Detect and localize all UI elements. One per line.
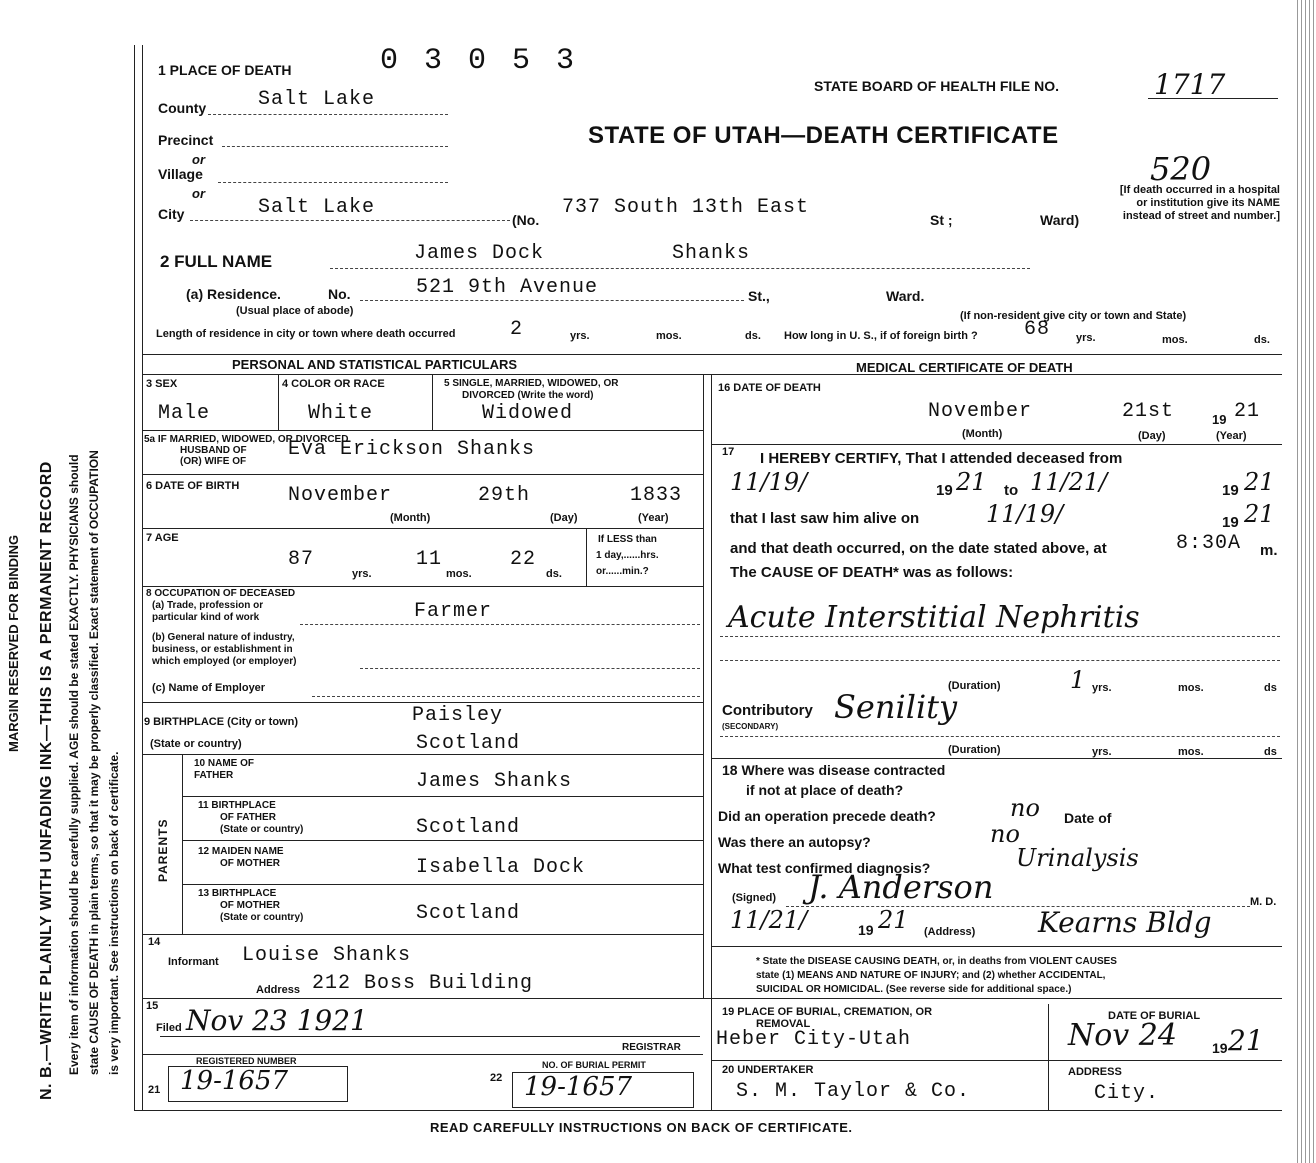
death-year-caption: (Year): [1216, 430, 1247, 442]
duration-mos-label-2: mos.: [1178, 746, 1204, 758]
handwritten-number: 520: [1150, 150, 1212, 188]
burial-year: 21: [1228, 1024, 1264, 1057]
color-value: White: [308, 402, 374, 425]
us-residence-value: 68: [1024, 318, 1051, 341]
dob-day: 29th: [478, 484, 531, 507]
certify-text: I HEREBY CERTIFY, That I attended deceased from: [760, 450, 1123, 467]
contributory-cause: Senility: [834, 688, 958, 726]
serial-number: 0 3 0 5 3: [380, 44, 579, 78]
personal-heading: PERSONAL AND STATISTICAL PARTICULARS: [232, 357, 518, 372]
death-time-label: and that death occurred, on the date stated above, at: [730, 540, 1107, 557]
spouse-value: Eva Erickson Shanks: [288, 438, 536, 461]
informant-name: Louise Shanks: [242, 944, 412, 967]
age-yrs-caption: yrs.: [352, 568, 372, 580]
birthplace-city: Paisley: [412, 704, 504, 727]
occupation-b-1: (b) General nature of industry,: [152, 632, 295, 643]
age-months: 11: [416, 548, 443, 571]
sex-label: 3 SEX: [146, 378, 178, 390]
registered-number-prefix: 21: [148, 1084, 161, 1096]
occupation-a-2: particular kind of work: [152, 612, 260, 623]
residence-value: 521 9th Avenue: [416, 276, 599, 299]
spouse-label-1: 5a IF MARRIED, WIDOWED, OR DIVORCED: [144, 434, 349, 445]
precinct-label: Precinct: [158, 132, 214, 148]
physician-signature: J. Anderson: [808, 868, 994, 906]
ds-label-2: ds.: [1254, 334, 1270, 346]
to-label: to: [1004, 482, 1019, 499]
sex-value: Male: [158, 402, 211, 425]
last-saw-year: 21: [1244, 500, 1275, 528]
date-of-death-label: 16 DATE OF DEATH: [718, 382, 821, 394]
duration-label-1: (Duration): [948, 680, 1001, 692]
medical-heading: MEDICAL CERTIFICATE OF DEATH: [856, 360, 1073, 375]
city-value: Salt Lake: [258, 196, 376, 219]
father-birthplace-label-2: OF FATHER: [220, 812, 276, 823]
parents-label: PARENTS: [156, 818, 170, 882]
ds-label-1: ds.: [745, 330, 761, 342]
undertaker-name: S. M. Taylor & Co.: [736, 1080, 971, 1103]
frame-bottom: [134, 1110, 1282, 1111]
usual-abode-label: (Usual place of abode): [236, 305, 354, 317]
county-value: Salt Lake: [258, 88, 376, 111]
residence-label: (a) Residence.: [186, 286, 281, 302]
residence-ward-label: Ward.: [886, 288, 925, 304]
file-number: 1717: [1154, 68, 1226, 101]
signed-nineteen: 19: [858, 922, 874, 938]
length-residence-label: Length of residence in city or town where death occurred: [156, 328, 456, 340]
registrar-label: REGISTRAR: [622, 1042, 681, 1053]
less-than-2: 1 day,......hrs.: [596, 550, 659, 561]
occupation-label: 8 OCCUPATION OF DECEASED: [146, 588, 296, 599]
nineteen-2: 19: [1222, 482, 1239, 499]
filed-number: 15: [146, 1000, 159, 1012]
margin-binding-note: MARGIN RESERVED FOR BINDING: [6, 534, 21, 752]
non-resident-label: (If non-resident give city or town and State): [960, 310, 1187, 322]
birthplace-state-label: (State or country): [150, 738, 242, 750]
father-birthplace-label-3: (State or country): [220, 824, 304, 835]
age-ds-caption: ds.: [546, 568, 562, 580]
mother-birthplace: Scotland: [416, 902, 521, 925]
mother-label-1: 12 MAIDEN NAME: [198, 846, 284, 857]
death-month: November: [928, 400, 1033, 423]
secondary-label: (SECONDARY): [722, 722, 779, 731]
duration-ds-label-1: ds: [1264, 682, 1277, 694]
contracted-label-2: if not at place of death?: [746, 782, 904, 798]
duration-yrs-label-1: yrs.: [1092, 682, 1112, 694]
mother-birthplace-label-3: (State or country): [220, 912, 304, 923]
death-day-caption: (Day): [1138, 430, 1166, 442]
occupation-value: Farmer: [414, 600, 493, 623]
test-value: Urinalysis: [1016, 844, 1139, 872]
father-label-1: 10 NAME OF: [194, 758, 255, 769]
death-time: 8:30A: [1176, 532, 1242, 555]
death-street-address: 737 South 13th East: [562, 196, 810, 219]
frame-inner-left: [142, 45, 143, 1110]
footnote-1: * State the DISEASE CAUSING DEATH, or, in deaths from VIOLENT CAUSES: [756, 956, 1117, 967]
mother-birthplace-label-2: OF MOTHER: [220, 900, 280, 911]
burial-label-1: 19 PLACE OF BURIAL, CREMATION, OR: [722, 1006, 933, 1018]
test-label: What test confirmed diagnosis?: [718, 860, 931, 876]
marital-value: Widowed: [482, 402, 574, 425]
mos-label-1: mos.: [656, 330, 682, 342]
undertaker-label: 20 UNDERTAKER: [722, 1064, 814, 1076]
burial-permit-label: NO. OF BURIAL PERMIT: [542, 1060, 646, 1070]
column-divider: [703, 374, 704, 998]
registered-number: 19-1657: [180, 1066, 289, 1096]
file-number-label: STATE BOARD OF HEALTH FILE NO.: [814, 78, 1059, 94]
signed-address-label: (Address): [924, 926, 976, 938]
residence-no-label: No.: [328, 286, 351, 302]
signed-label: (Signed): [732, 892, 776, 904]
father-birthplace: Scotland: [416, 816, 521, 839]
less-than-1: If LESS than: [598, 534, 657, 545]
dob-label: 6 DATE OF BIRTH: [146, 480, 240, 492]
margin-warning: N. B.—WRITE PLAINLY WITH UNFADING INK—THIS IS A PERMANENT RECORD: [38, 461, 55, 1100]
residence-st-label: St.,: [748, 288, 770, 304]
burial-place: Heber City-Utah: [716, 1028, 912, 1051]
occupation-b-2: business, or establishment in: [152, 644, 293, 655]
dob-month-caption: (Month): [390, 512, 431, 524]
mother-birthplace-label-1: 13 BIRTHPLACE: [198, 888, 277, 899]
duration-label-2: (Duration): [948, 744, 1001, 756]
length-residence-value: 2: [510, 318, 524, 341]
attended-from: 11/19/: [730, 468, 808, 496]
spouse-label-2: HUSBAND OF: [180, 445, 247, 456]
margin-note-2: state CAUSE OF DEATH in plain terms, so that it may be properly classified. Exact statement of OCCUPATION: [87, 450, 101, 1075]
undertaker-address: City.: [1094, 1082, 1160, 1105]
father-name: James Shanks: [416, 770, 573, 793]
duration-yrs-label-2: yrs.: [1092, 746, 1112, 758]
footnote-3: SUICIDAL OR HOMICIDAL. (See reverse side for additional space.): [756, 984, 1072, 995]
duration-ds-label-2: ds: [1264, 746, 1277, 758]
employer-label: (c) Name of Employer: [152, 682, 266, 694]
burial-label-2: REMOVAL: [756, 1018, 811, 1030]
cause-label: The CAUSE OF DEATH* was as follows:: [730, 564, 1014, 581]
yrs-label-2: yrs.: [1076, 332, 1096, 344]
death-month-caption: (Month): [962, 428, 1003, 440]
place-of-death-label: 1 PLACE OF DEATH: [158, 62, 292, 78]
certify-number: 17: [722, 446, 735, 458]
last-saw-date: 11/19/: [986, 500, 1064, 528]
autopsy-value: no: [990, 820, 1020, 848]
operation-date-label: Date of: [1064, 810, 1112, 826]
informant-number: 14: [148, 936, 161, 948]
informant-address-label: Address: [256, 984, 301, 996]
burial-date-label: DATE OF BURIAL: [1108, 1010, 1201, 1022]
cause-of-death: Acute Interstitial Nephritis: [728, 600, 1140, 635]
marital-label-2: DIVORCED (Write the word): [462, 390, 594, 401]
city-label: City: [158, 206, 185, 222]
nineteen-1: 19: [936, 482, 953, 499]
burial-permit-prefix: 22: [490, 1072, 503, 1084]
or-label-2: or: [192, 186, 205, 201]
county-label: County: [158, 100, 207, 116]
mother-name: Isabella Dock: [416, 856, 586, 879]
operation-label: Did an operation precede death?: [718, 808, 936, 824]
yrs-label-1: yrs.: [570, 330, 590, 342]
father-label-2: FATHER: [194, 770, 234, 781]
village-label: Village: [158, 166, 203, 182]
duration-years: 1: [1070, 666, 1086, 694]
st-label: St ;: [930, 212, 953, 228]
filed-label: Filed: [156, 1022, 182, 1034]
nineteen-3: 19: [1222, 514, 1239, 531]
last-name: Shanks: [672, 242, 751, 265]
marital-label-1: 5 SINGLE, MARRIED, WIDOWED, OR: [444, 378, 619, 389]
color-label: 4 COLOR OR RACE: [282, 378, 385, 390]
birthplace-label: 9 BIRTHPLACE (City or town): [144, 716, 298, 728]
dob-month: November: [288, 484, 393, 507]
burial-permit-number: 19-1657: [524, 1072, 633, 1102]
less-than-3: or......min.?: [596, 566, 649, 577]
burial-date: Nov 24: [1068, 1018, 1177, 1053]
mos-label-2: mos.: [1162, 334, 1188, 346]
operation-value: no: [1010, 794, 1040, 822]
attended-to-year: 21: [1244, 468, 1275, 496]
filed-date: Nov 23 1921: [186, 1004, 368, 1037]
dob-year: 1833: [630, 484, 683, 507]
death-day: 21st: [1122, 400, 1175, 423]
dob-day-caption: (Day): [550, 512, 578, 524]
informant-label: Informant: [168, 956, 219, 968]
meridian-label: m.: [1260, 542, 1278, 559]
autopsy-label: Was there an autopsy?: [718, 834, 871, 850]
full-name-label: 2 FULL NAME: [160, 252, 273, 271]
age-days: 22: [510, 548, 537, 571]
stacked-page-edges: [1294, 0, 1316, 1163]
margin-note-1: Every item of information should be carefully supplied. AGE should be stated EXACTLY. PHYSICIANS should: [67, 454, 81, 1075]
signed-year: 21: [878, 906, 909, 934]
frame-left: [134, 45, 135, 1110]
contributory-label: Contributory: [722, 702, 813, 719]
age-mos-caption: mos.: [446, 568, 472, 580]
last-saw-label: that I last saw him alive on: [730, 510, 920, 527]
or-label-1: or: [192, 152, 205, 167]
burial-nineteen: 19: [1212, 1040, 1228, 1056]
hospital-note: [If death occurred in a hospital or institution give its NAME instead of street and number.]: [1119, 184, 1280, 222]
certificate-title: STATE OF UTAH—DEATH CERTIFICATE: [588, 122, 1059, 149]
footnote-2: state (1) MEANS AND NATURE OF INJURY; and (2) whether ACCIDENTAL,: [756, 970, 1106, 981]
contracted-label-1: 18 Where was disease contracted: [722, 762, 946, 778]
father-birthplace-label-1: 11 BIRTHPLACE: [198, 800, 276, 811]
margin-note-3: is very important. See instructions on back of certificate.: [107, 751, 121, 1075]
occupation-b-3: which employed (or employer): [152, 656, 297, 667]
death-year: 21: [1234, 400, 1261, 423]
age-years: 87: [288, 548, 315, 571]
street-number-label: (No.: [512, 212, 540, 228]
age-label: 7 AGE: [146, 532, 179, 544]
occupation-a-1: (a) Trade, profession or: [152, 600, 264, 611]
death-year-prefix: 19: [1212, 412, 1227, 427]
dob-year-caption: (Year): [638, 512, 669, 524]
us-residence-label: How long in U. S., if of foreign birth ?: [784, 330, 978, 342]
footer-instructions: READ CAREFULLY INSTRUCTIONS ON BACK OF CERTIFICATE.: [430, 1120, 853, 1135]
birthplace-country: Scotland: [416, 732, 521, 755]
attended-from-year: 21: [956, 468, 987, 496]
ward-label: Ward): [1040, 212, 1080, 228]
informant-address: 212 Boss Building: [312, 972, 534, 995]
signed-address: Kearns Bldg: [1038, 906, 1212, 939]
attended-to: 11/21/: [1030, 468, 1108, 496]
spouse-label-3: (OR) WIFE OF: [180, 456, 247, 467]
duration-mos-label-1: mos.: [1178, 682, 1204, 694]
mother-label-2: OF MOTHER: [220, 858, 280, 869]
signed-date: 11/21/: [730, 906, 808, 934]
md-label: M. D.: [1250, 896, 1277, 908]
registered-number-label: REGISTERED NUMBER: [196, 1056, 297, 1066]
first-name: James Dock: [414, 242, 545, 265]
undertaker-address-label: ADDRESS: [1068, 1066, 1122, 1078]
